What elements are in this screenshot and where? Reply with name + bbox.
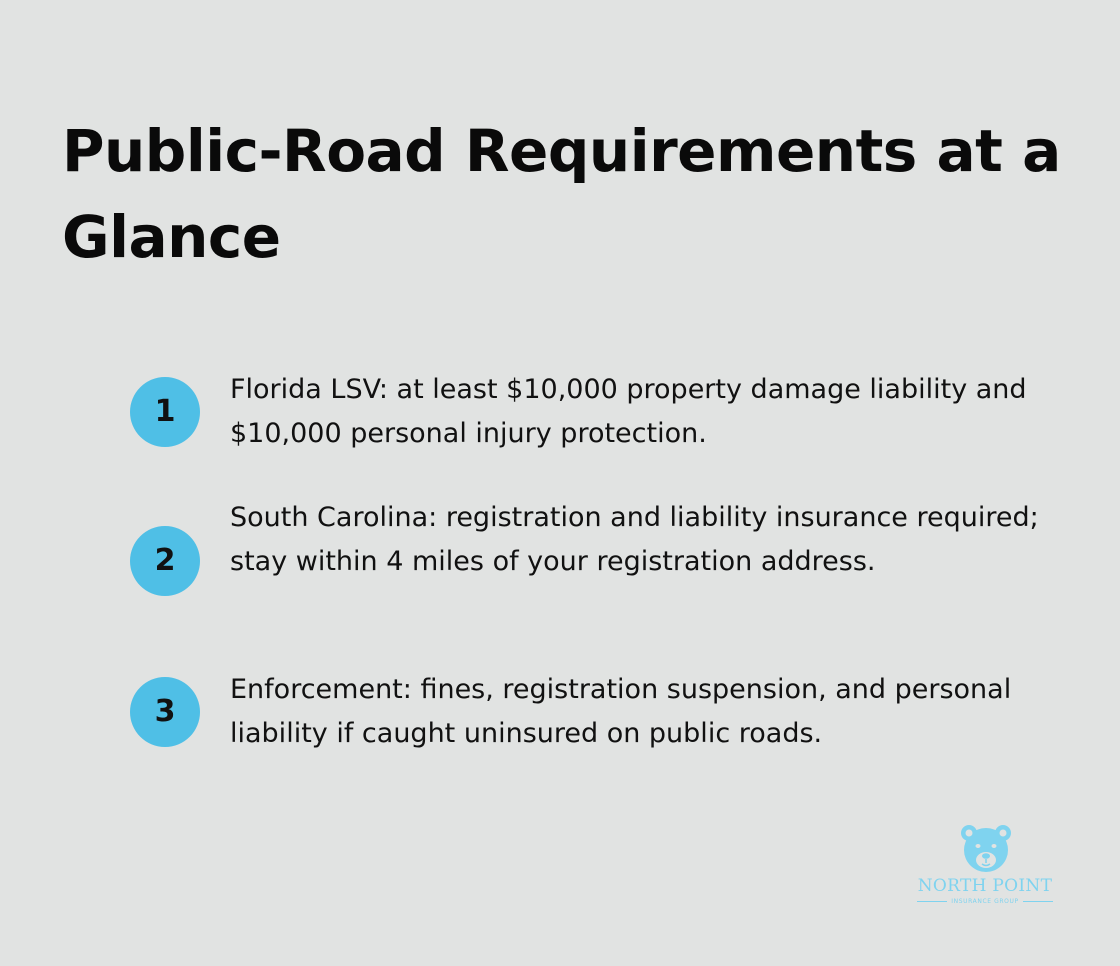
logo-name: NORTH POINT <box>917 876 1053 896</box>
company-logo <box>905 822 1065 912</box>
step-number-badge: 3 <box>130 677 200 747</box>
bear-icon <box>958 822 1014 878</box>
page-title: Public-Road Requirements at a Glance <box>62 117 1061 271</box>
logo-subtitle: INSURANCE GROUP <box>951 898 1019 905</box>
list-item-text: Florida LSV: at least $10,000 property damage liability and $10,000 personal injury protection. <box>230 374 1027 449</box>
list-item-text: Enforcement: fines, registration suspension, and personal liability if caught uninsured on public roads. <box>230 674 1012 749</box>
list-item-text: South Carolina: registration and liability insurance required; stay within 4 miles of your registration address. <box>230 502 1039 577</box>
step-number-badge: 2 <box>130 526 200 596</box>
step-number-badge: 1 <box>130 377 200 447</box>
logo-subtitle-row <box>905 898 1065 905</box>
